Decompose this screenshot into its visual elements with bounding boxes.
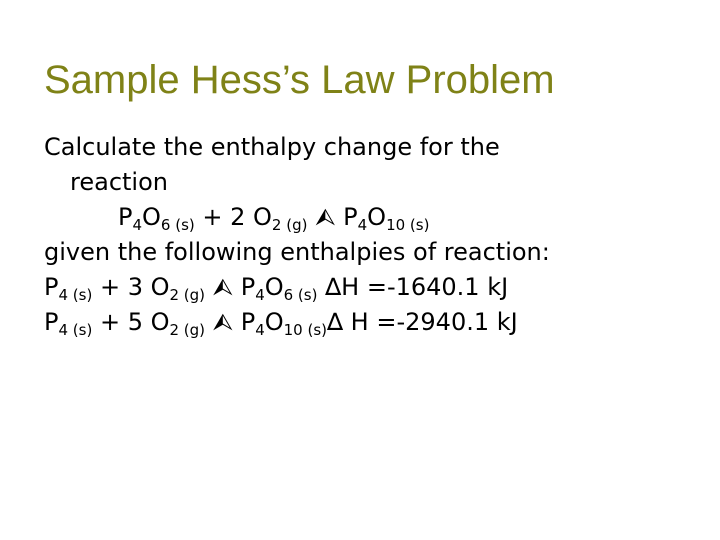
r1-product-o-sub: 6 (s) [283,286,318,304]
r1-oxygen-sub: 2 (g) [169,286,206,304]
reaction-1 [44,270,704,305]
given-line: given the following enthalpies of reaction: [44,238,550,266]
slide-title: Sample Hess’s Law Problem [44,58,555,102]
r1-product-p: P [240,273,256,301]
r2-reactant-p-sub: 4 (s) [58,321,93,339]
target-oxygen-sub: 2 (g) [271,216,308,234]
target-product-p-sub: 4 [357,216,368,234]
r2-product-p: P [240,308,256,336]
r1-product-p-sub: 4 [255,286,265,304]
target-plus-oxygen: + 2 O [194,203,272,231]
target-reaction [44,200,704,235]
r2-plus-oxygen: + 5 O [92,308,170,336]
target-arrow: ⮙ [307,203,344,231]
slide-body [44,130,704,340]
target-reactant-o: O [142,203,161,231]
target-product-o: O [367,203,387,231]
target-product-o-sub: 10 (s) [386,216,430,234]
intro-line-1: Calculate the enthalpy change for the [44,133,500,161]
r1-plus-oxygen: + 3 O [92,273,170,301]
r2-product-o: O [264,308,284,336]
target-reactant-p-sub: 4 [132,216,143,234]
r2-reactant-p: P [44,308,59,336]
r1-delta-h: ∆H =-1640.1 kJ [317,273,509,301]
r1-product-o: O [264,273,284,301]
target-reactant-p: P [118,203,133,231]
target-product-p: P [343,203,358,231]
target-reactant-o-sub: 6 (s) [160,216,195,234]
r2-product-o-sub: 10 (s) [283,321,327,339]
r1-arrow: ⮙ [205,273,241,301]
r2-oxygen-sub: 2 (g) [169,321,206,339]
r1-reactant-p-sub: 4 (s) [58,286,93,304]
r1-reactant-p: P [44,273,59,301]
r2-delta-h: ∆ H =-2940.1 kJ [327,308,518,336]
intro-line-2: reaction [70,168,168,196]
r2-product-p-sub: 4 [255,321,265,339]
r2-arrow: ⮙ [205,308,241,336]
reaction-2 [44,305,704,340]
